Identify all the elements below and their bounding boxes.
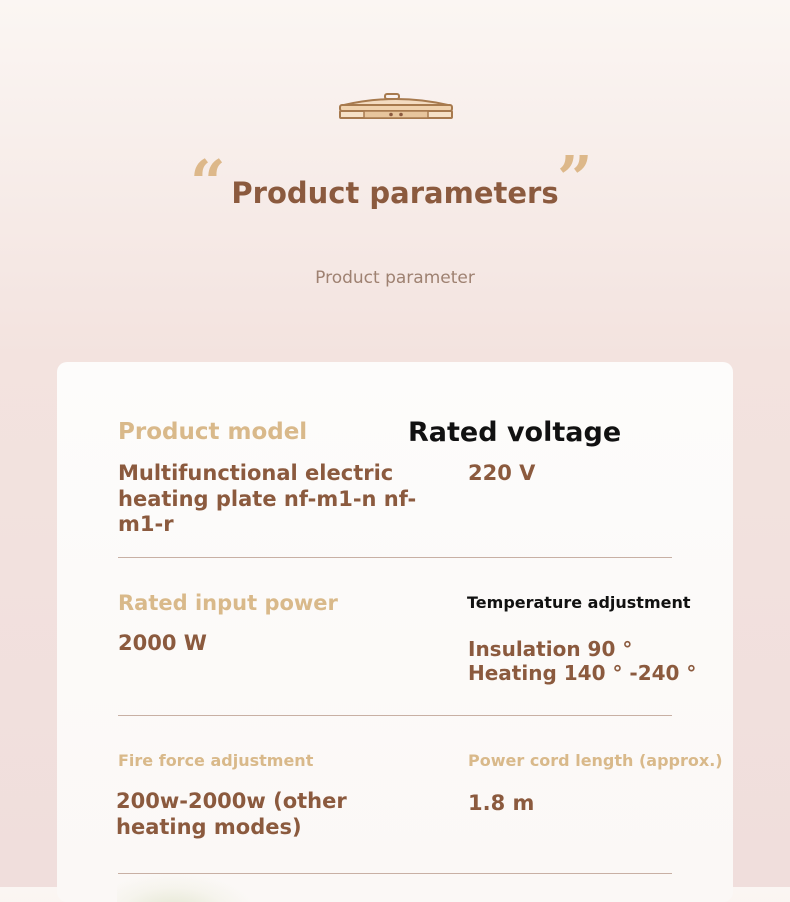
row-divider <box>118 715 672 716</box>
product-model-value: Multifunctional electric heating plate nf-m1-n nf-m1-r <box>118 461 417 537</box>
plant-decoration <box>117 872 257 902</box>
power-cord-length-value: 1.8 m <box>468 791 535 815</box>
parameters-card <box>57 362 733 902</box>
heating-plate-icon <box>338 91 454 121</box>
rated-voltage-value: 220 V <box>468 461 536 485</box>
fire-force-adjustment-label: Fire force adjustment <box>118 751 314 770</box>
open-quote-mark: “ <box>190 146 226 219</box>
rated-input-power-label: Rated input power <box>118 591 338 615</box>
product-model-label: Product model <box>118 419 308 445</box>
rated-voltage-label: Rated voltage <box>408 417 622 448</box>
row-divider <box>118 557 672 558</box>
rated-input-power-value: 2000 W <box>118 631 207 655</box>
page-title: Product parameters <box>231 176 559 210</box>
close-quote-mark: ” <box>557 142 593 215</box>
temperature-heating-value: Heating 140 ° -240 ° <box>468 661 697 685</box>
row-divider <box>118 873 672 874</box>
fire-force-adjustment-value: 200w-2000w (other heating modes) <box>116 789 347 839</box>
temperature-insulation-value: Insulation 90 ° <box>468 637 633 661</box>
temperature-adjustment-label: Temperature adjustment <box>467 593 691 612</box>
page-subtitle: Product parameter <box>315 268 475 288</box>
power-cord-length-label: Power cord length (approx.) <box>468 751 723 770</box>
